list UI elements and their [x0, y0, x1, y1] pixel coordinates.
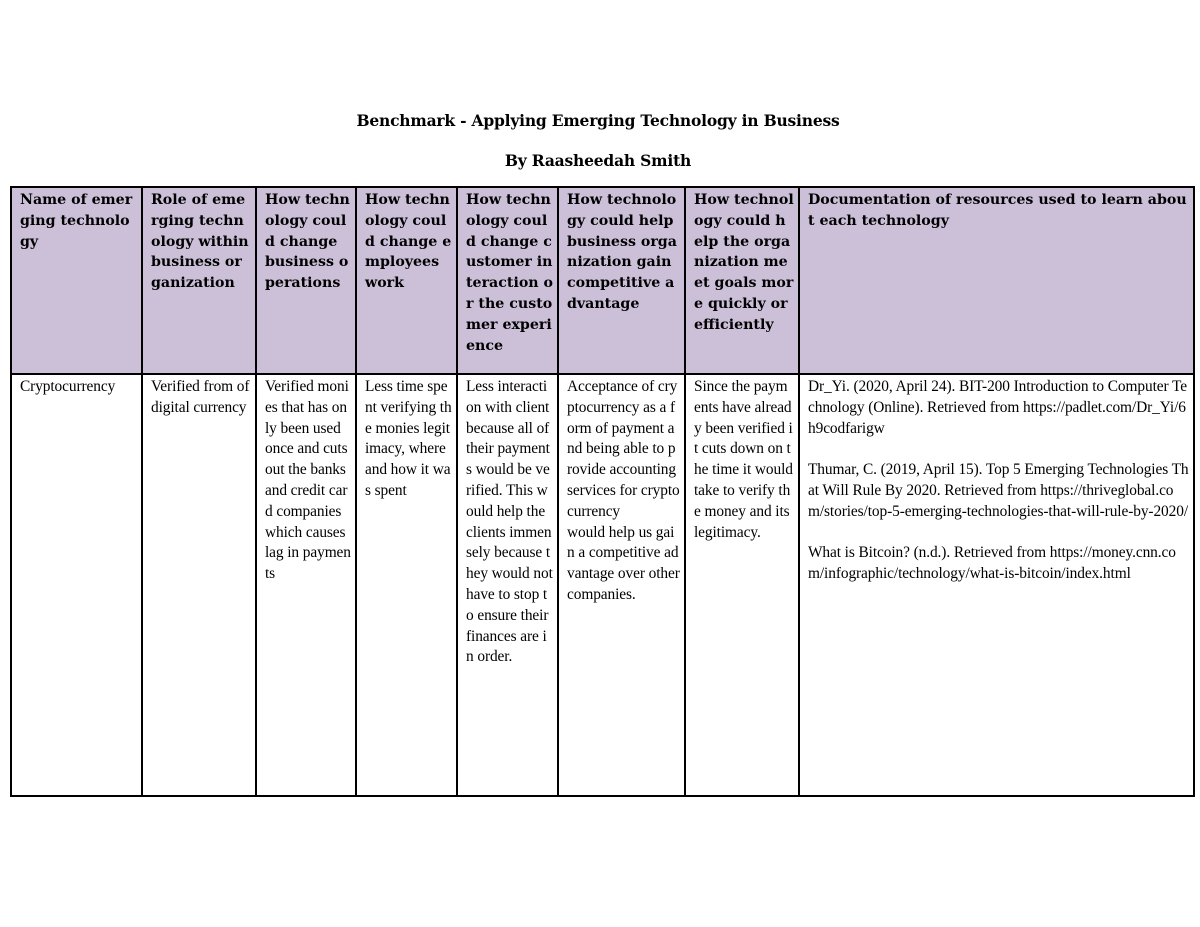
reference-spacer — [808, 523, 1189, 544]
reference-spacer — [808, 439, 1189, 460]
reference-3: What is Bitcoin? (n.d.). Retrieved from https://money.cnn.com/infographic/technology/what-is-bitcoin/index.html — [808, 544, 1176, 583]
header-technology-name: Name of emerging technology — [11, 187, 142, 374]
cell-technology-role: Verified from of digital currency — [142, 374, 256, 796]
header-employees-work: How technology could change employees work — [356, 187, 457, 374]
benchmark-table — [10, 186, 1195, 797]
table-header-row — [11, 187, 1194, 374]
cell-business-operations: Verified monies that has only been used once and cuts out the banks and credit card companies which causes lag in payments — [256, 374, 356, 796]
cell-meet-goals: Since the payments have already been verified it cuts down on the time it would take to verify the money and its legitimacy. — [685, 374, 799, 796]
reference-1: Dr_Yi. (2020, April 24). BIT-200 Introduction to Computer Technology (Online). Retrieved from https://padlet.com/Dr_Yi/6h9codfarigw — [808, 378, 1187, 437]
competitive-text-part-1: Acceptance of cryptocurrency as a form of payment and being able to provide accounting services for cryptocurrency — [567, 378, 680, 520]
cell-competitive-advantage — [558, 374, 685, 796]
header-meet-goals: How technology could help the organization meet goals more quickly or efficiently — [685, 187, 799, 374]
document-author: By Raasheedah Smith — [504, 151, 692, 170]
document-title: Benchmark - Applying Emerging Technology in Business — [356, 111, 840, 130]
header-technology-role: Role of emerging technology within business organization — [142, 187, 256, 374]
cell-documentation — [799, 374, 1194, 796]
header-customer-experience: How technology could change customer interaction or the customer experience — [457, 187, 558, 374]
header-documentation: Documentation of resources used to learn about each technology — [799, 187, 1194, 374]
header-competitive-advantage: How technology could help business organization gain competitive advantage — [558, 187, 685, 374]
competitive-text-part-2: would help us gain a competitive advantage over other companies. — [567, 523, 680, 603]
reference-2: Thumar, C. (2019, April 15). Top 5 Emerging Technologies That Will Rule By 2020. Retrieved from https://thriveglobal.com/stories/top-5-emerging-technologies-that-will-rule-by-2020/ — [808, 461, 1189, 520]
cell-customer-experience: Less interaction with client because all of their payments would be verified. This would help the clients immensely because they would not have to stop to ensure their finances are in order. — [457, 374, 558, 796]
table-row — [11, 374, 1194, 796]
cell-technology-name: Cryptocurrency — [11, 374, 142, 796]
cell-employees-work: Less time spent verifying the monies legitimacy, where and how it was spent — [356, 374, 457, 796]
header-business-operations: How technology could change business operations — [256, 187, 356, 374]
